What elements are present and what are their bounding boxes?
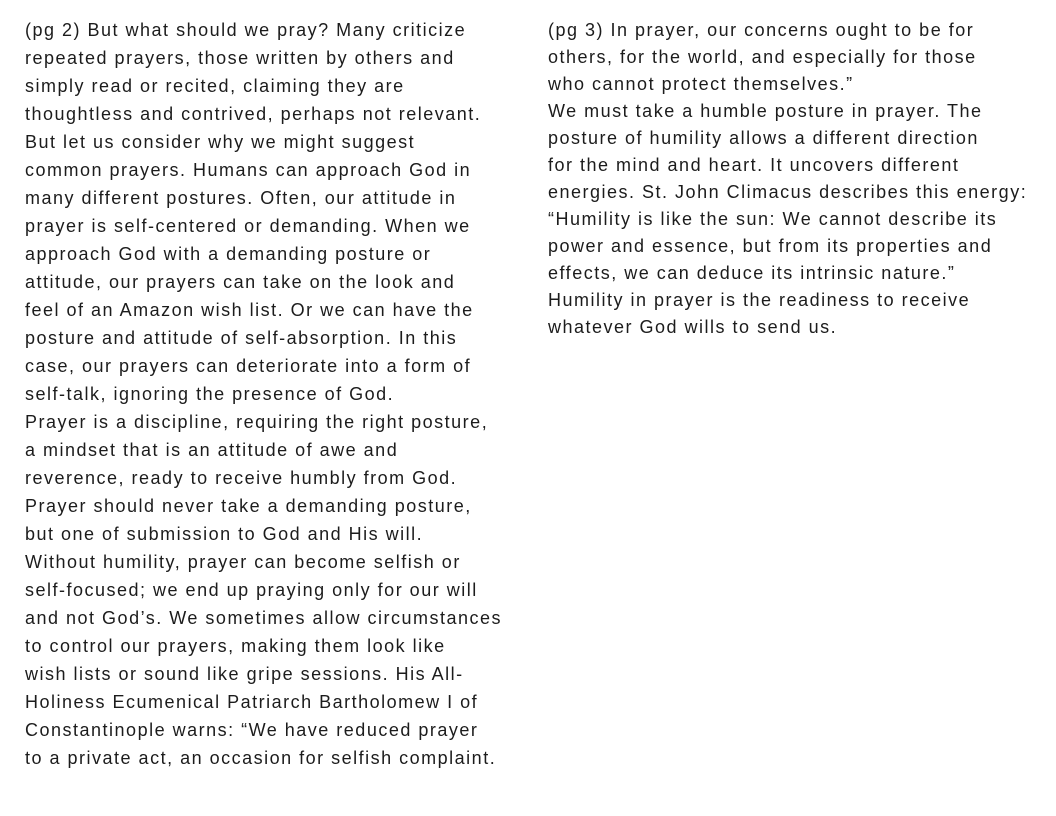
text-line: whatever God wills to send us. <box>548 317 838 337</box>
text-line: thoughtless and contrived, perhaps not relevant. <box>25 104 482 124</box>
text-line: Prayer is a discipline, requiring the right posture, <box>25 412 489 432</box>
text-line: feel of an Amazon wish list. Or we can have the <box>25 300 474 320</box>
text-line: power and essence, but from its properties and <box>548 236 993 256</box>
text-line: Constantinople warns: “We have reduced prayer <box>25 720 479 740</box>
right-text-column <box>548 17 1027 341</box>
text-line: others, for the world, and especially for those <box>548 47 977 67</box>
text-line: self-talk, ignoring the presence of God. <box>25 384 395 404</box>
text-line: posture and attitude of self-absorption. In this <box>25 328 458 348</box>
text-line: many different postures. Often, our attitude in <box>25 188 457 208</box>
text-line: (pg 3) In prayer, our concerns ought to be for <box>548 20 975 40</box>
text-line: case, our prayers can deteriorate into a form of <box>25 356 472 376</box>
text-line: approach God with a demanding posture or <box>25 244 432 264</box>
text-line: (pg 2) But what should we pray? Many criticize <box>25 20 467 40</box>
text-line: Without humility, prayer can become selfish or <box>25 552 461 572</box>
text-line: to a private act, an occasion for selfish complaint. <box>25 748 497 768</box>
text-line: wish lists or sound like gripe sessions. His All- <box>25 664 464 684</box>
text-line: Prayer should never take a demanding posture, <box>25 496 472 516</box>
text-line: Humility in prayer is the readiness to receive <box>548 290 971 310</box>
text-line: energies. St. John Climacus describes this energy: <box>548 182 1028 202</box>
text-line: prayer is self-centered or demanding. When we <box>25 216 471 236</box>
text-line: a mindset that is an attitude of awe and <box>25 440 399 460</box>
text-line: We must take a humble posture in prayer. The <box>548 101 983 121</box>
text-line: Holiness Ecumenical Patriarch Bartholomew I of <box>25 692 479 712</box>
text-line: simply read or recited, claiming they are <box>25 76 405 96</box>
text-line: and not God’s. We sometimes allow circumstances <box>25 608 503 628</box>
text-line: who cannot protect themselves.” <box>548 74 854 94</box>
text-line: effects, we can deduce its intrinsic nature.” <box>548 263 956 283</box>
text-line: “Humility is like the sun: We cannot describe its <box>548 209 998 229</box>
text-line: But let us consider why we might suggest <box>25 132 416 152</box>
text-line: reverence, ready to receive humbly from God. <box>25 468 458 488</box>
left-text-column <box>25 16 502 772</box>
text-line: repeated prayers, those written by others and <box>25 48 455 68</box>
text-line: but one of submission to God and His will. <box>25 524 424 544</box>
text-line: posture of humility allows a different direction <box>548 128 979 148</box>
text-line: common prayers. Humans can approach God in <box>25 160 472 180</box>
text-line: to control our prayers, making them look like <box>25 636 446 656</box>
text-line: self-focused; we end up praying only for our will <box>25 580 478 600</box>
text-line: for the mind and heart. It uncovers different <box>548 155 960 175</box>
text-line: attitude, our prayers can take on the look and <box>25 272 456 292</box>
